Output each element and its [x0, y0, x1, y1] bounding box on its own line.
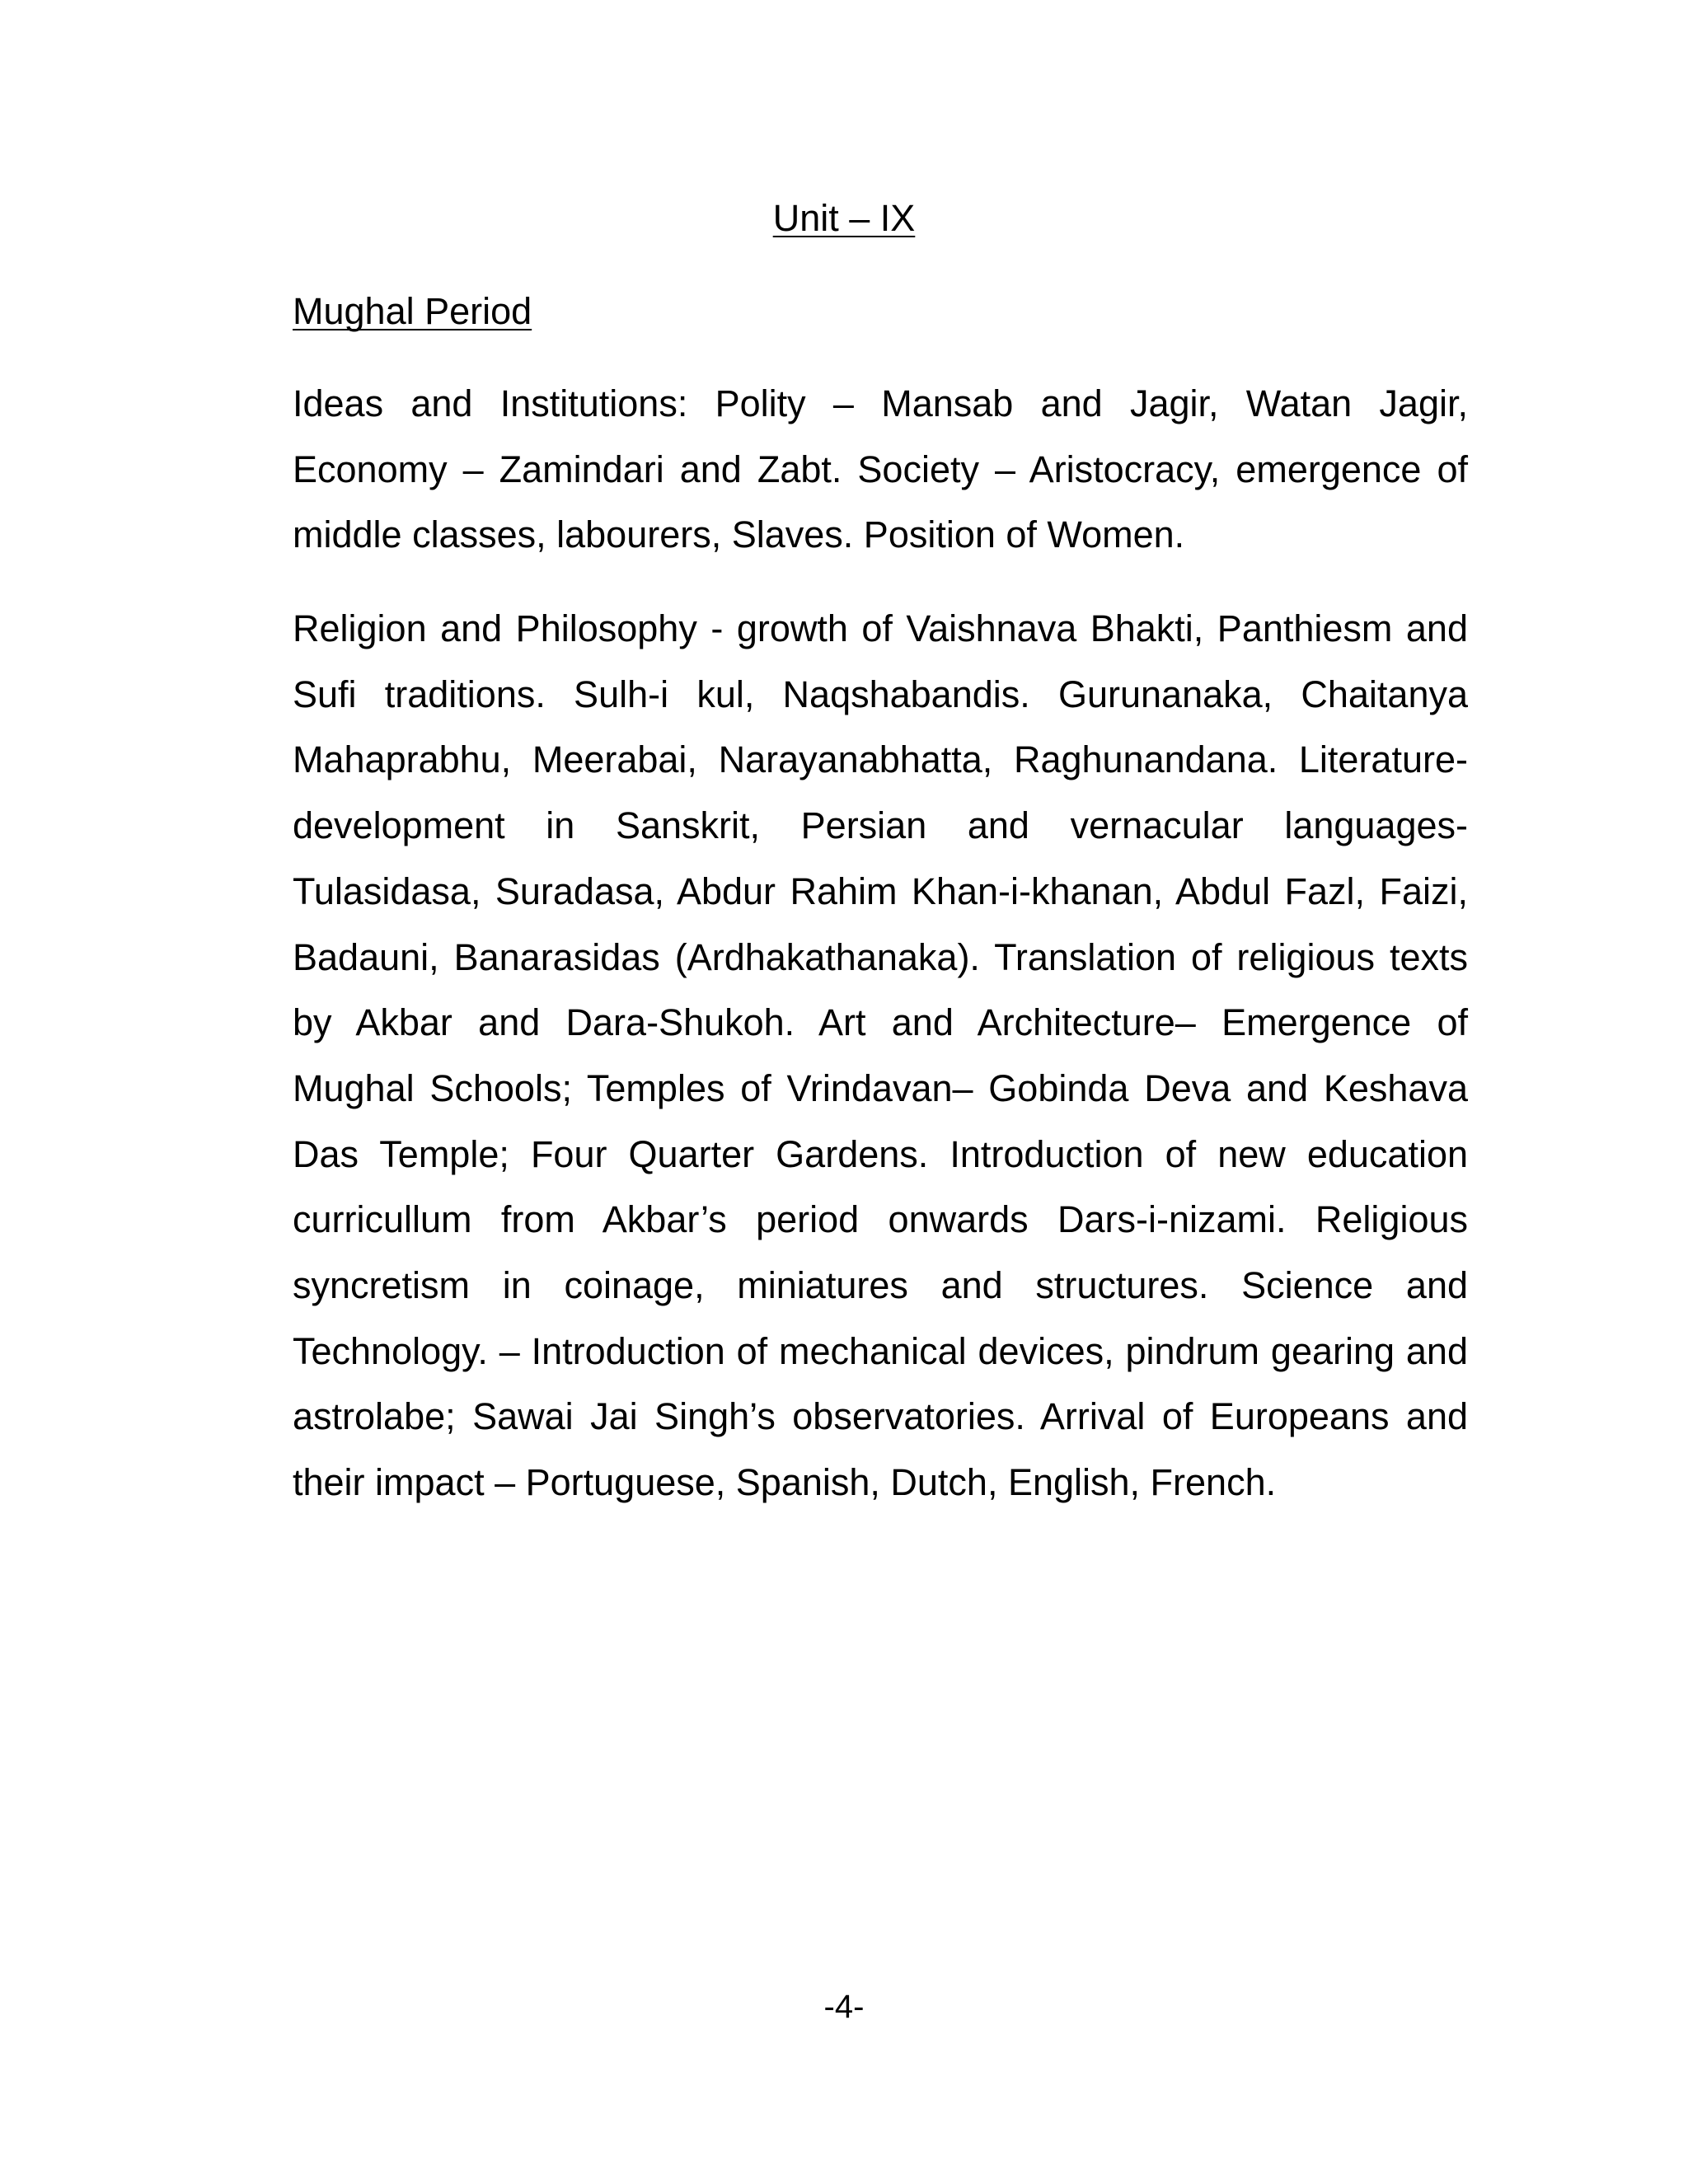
unit-title: Unit – IX [772, 197, 916, 239]
paragraph-religion-philosophy: Religion and Philosophy - growth of Vaishnava Bhakti, Panthiesm and Sufi traditions. Sulh-i kul, Naqshabandis. Gurunanaka, Chaitanya Mahaprabhu, Meerabai, Narayanabhatta, Raghunandana. Literature-development in Sanskrit, Persian and vernacular languages-Tulasidasa, Suradasa, Abdur Rahim Khan-i-khanan, Abdul Fazl, Faizi, Badauni, Banarasidas (Ardhakathanaka). Translation of religious texts by Akbar and Dara-Shukoh. Art and Architecture– Emergence of Mughal Schools; Temples of Vrindavan– Gobinda Deva and Keshava Das Temple; Four Quarter Gardens. Introduction of new education curricullum from Akbar’s period onwards Dars-i-nizami. Religious syncretism in coinage, miniatures and structures. Science and Technology. – Introduction of mechanical devices, pindrum gearing and astrolabe; Sawai Jai Singh’s observatories. Arrival of Europeans and their impact – Portuguese, Spanish, Dutch, English, French. [293, 607, 1468, 1504]
page-number: -4- [823, 1989, 865, 2025]
paragraph-ideas-institutions: Ideas and Institutions: Polity – Mansab and Jagir, Watan Jagir, Economy – Zamindari and Zabt. Society – Aristocracy, emergence of middle classes, labourers, Slaves. Position of Women. [293, 382, 1468, 556]
section-heading: Mughal Period [293, 290, 532, 332]
